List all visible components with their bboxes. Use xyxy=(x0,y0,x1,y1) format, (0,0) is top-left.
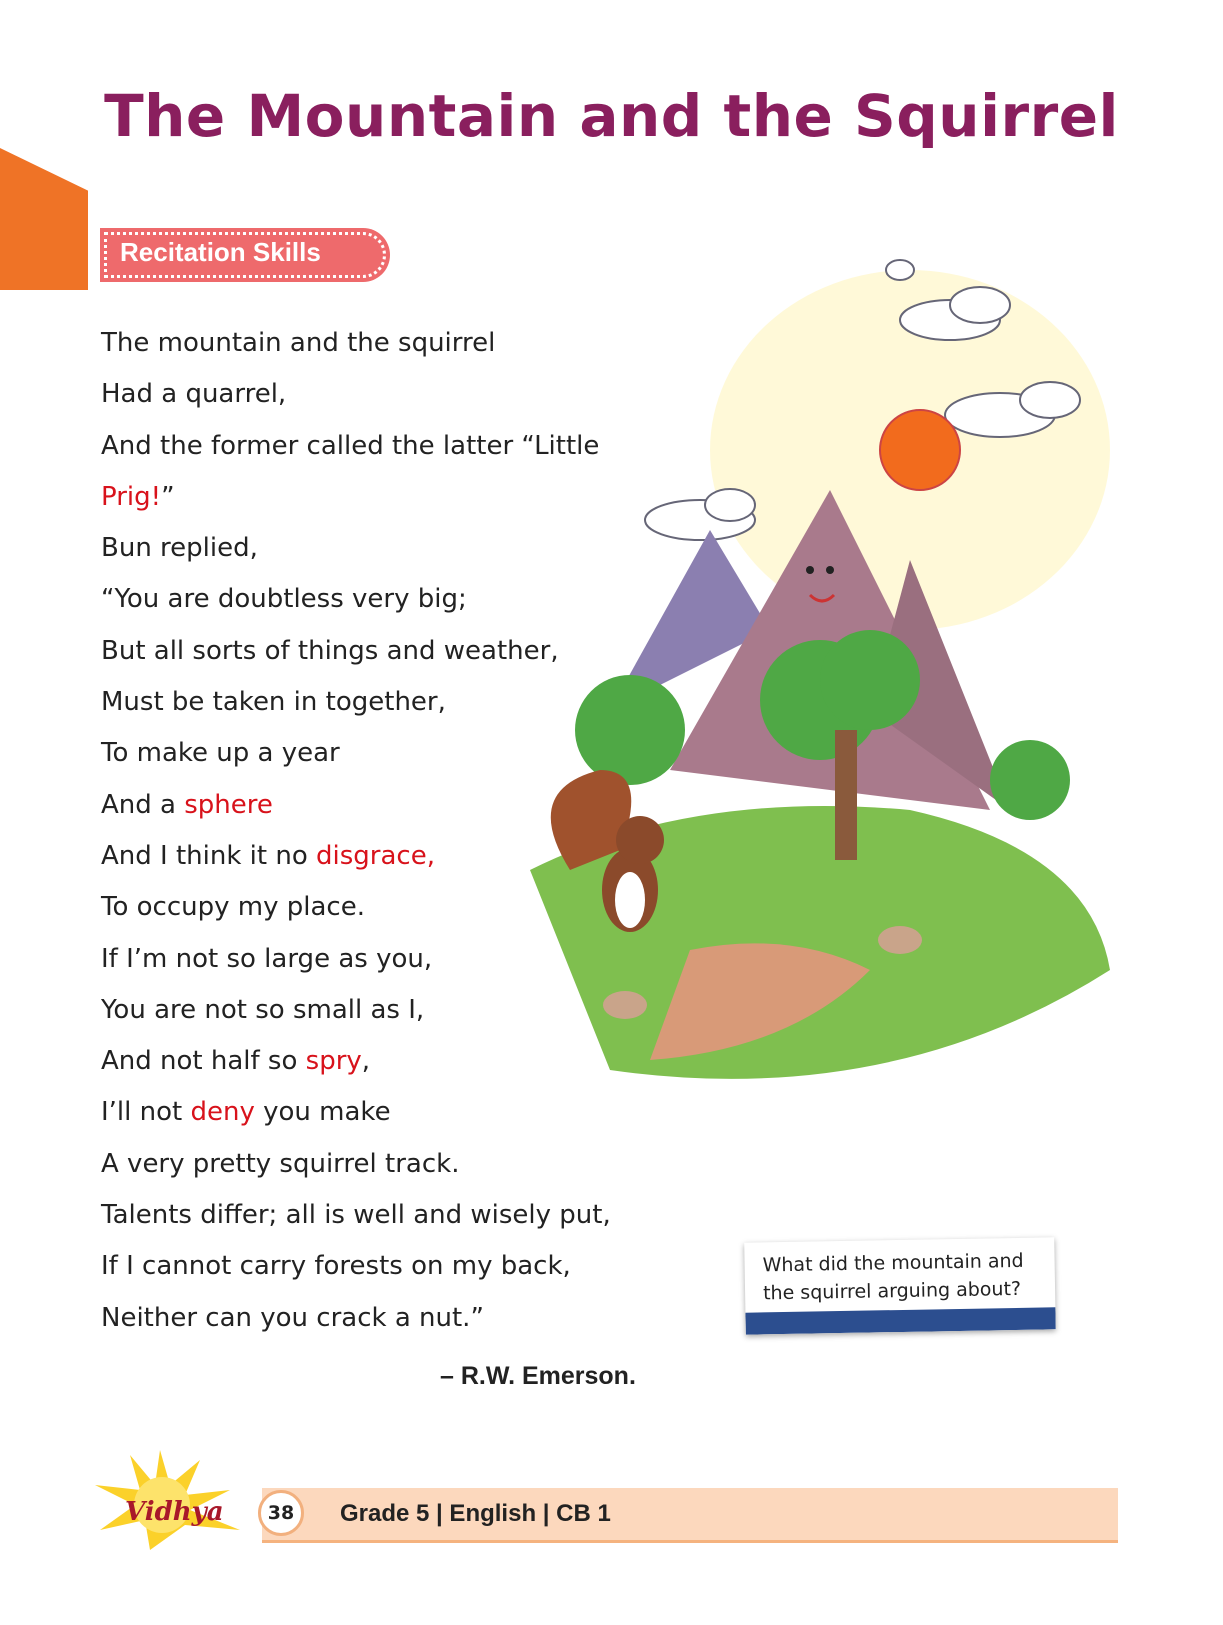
poem-text: And I think it no xyxy=(101,840,316,871)
vidhya-logo xyxy=(90,1450,255,1550)
poem-text: you make xyxy=(254,1097,391,1128)
section-badge-label: Recitation Skills xyxy=(120,237,321,267)
page-number: 38 xyxy=(258,1490,304,1536)
page-title: The Mountain and the Squirrel xyxy=(104,82,1119,150)
poem-text: ” xyxy=(161,481,175,512)
poem-text: Had a quarrel, xyxy=(101,379,287,410)
poem-line xyxy=(101,1293,611,1344)
poem-text: To make up a year xyxy=(101,738,340,769)
poem-text: If I’m not so large as you, xyxy=(101,943,433,974)
poem-text: You are not so small as I, xyxy=(101,994,425,1025)
poem-text: And a xyxy=(101,789,185,820)
question-text: What did the mountain and the squirrel arguing about? xyxy=(762,1249,1024,1305)
callout-wave-decoration xyxy=(745,1307,1055,1334)
vocabulary-word: sphere xyxy=(184,789,273,820)
poem-text: “You are doubtless very big; xyxy=(101,584,467,615)
poem-text: But all sorts of things and weather, xyxy=(101,635,559,666)
poem-text: Talents differ; all is well and wisely put, xyxy=(101,1200,611,1231)
poem-text: Bun replied, xyxy=(101,533,258,564)
section-badge xyxy=(100,228,390,282)
poem-line xyxy=(101,1190,611,1241)
poem-text: And not half so xyxy=(101,1046,306,1077)
poem-text: To occupy my place. xyxy=(101,892,365,923)
vocabulary-word: spry xyxy=(305,1046,362,1077)
poem-text: If I cannot carry forests on my back, xyxy=(101,1251,571,1282)
poem-text: I’ll not xyxy=(101,1097,191,1128)
poem-text: The mountain and the squirrel xyxy=(101,328,496,358)
poem-text: Neither can you crack a nut.” xyxy=(101,1302,484,1333)
svg-text:Vidhya: Vidhya xyxy=(125,1497,224,1527)
poem-text: Must be taken in together, xyxy=(101,687,446,718)
poem-text: A very pretty squirrel track. xyxy=(101,1148,460,1179)
poem-author: – R.W. Emerson. xyxy=(440,1362,636,1390)
poem-text: And the former called the latter “Little xyxy=(101,430,600,461)
poem-text: , xyxy=(361,1046,371,1077)
mountain-squirrel-illustration xyxy=(490,250,1130,1140)
footer-text: Grade 5 | English | CB 1 xyxy=(340,1500,611,1527)
vocabulary-word: deny xyxy=(190,1097,255,1128)
vocabulary-word: disgrace, xyxy=(316,840,435,871)
vocabulary-word: Prig! xyxy=(101,481,162,512)
poem-line xyxy=(101,1139,611,1190)
poem-line xyxy=(101,1241,611,1292)
sun-icon xyxy=(880,410,960,490)
corner-tab-decoration xyxy=(0,148,88,290)
question-callout xyxy=(744,1237,1056,1334)
